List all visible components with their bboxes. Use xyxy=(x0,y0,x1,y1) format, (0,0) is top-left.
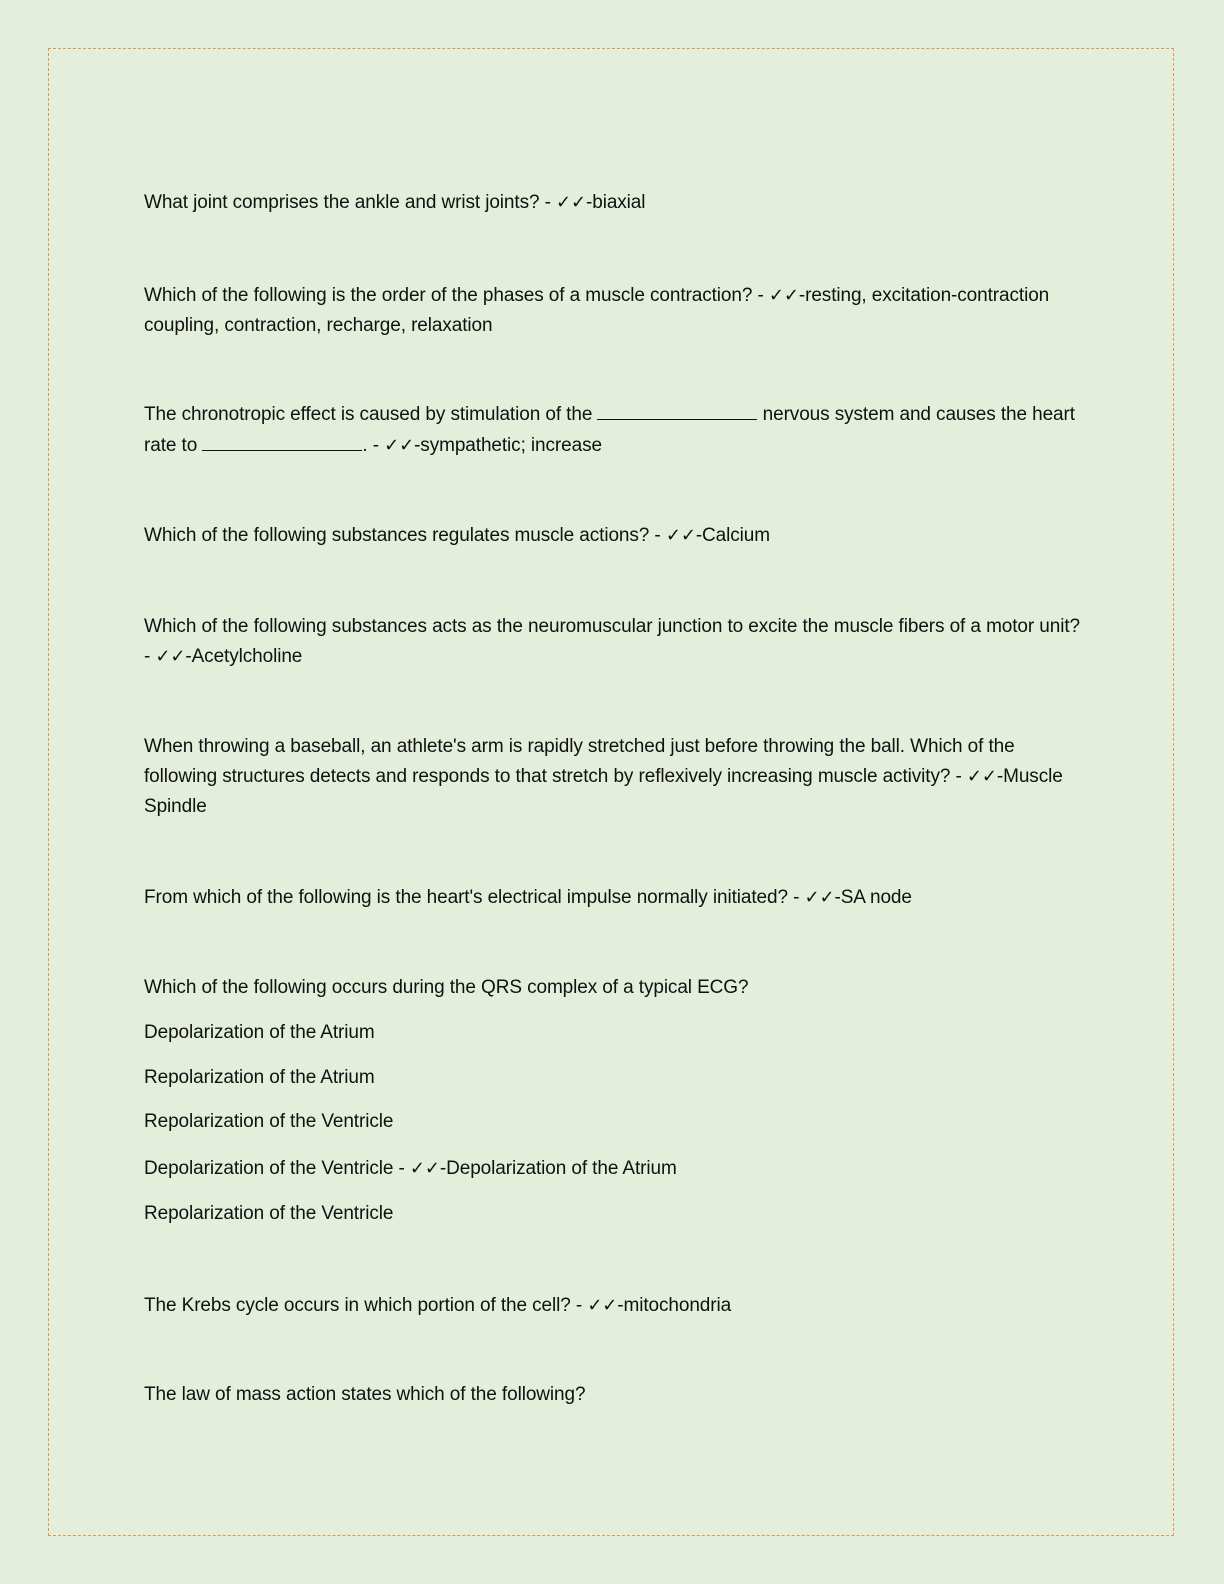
qa-item-3 xyxy=(144,399,1084,461)
answer-text: -SA node xyxy=(834,887,912,908)
qa-item-4 xyxy=(144,521,1084,551)
option-text: Depolarization of the Ventricle - xyxy=(144,1158,410,1179)
fill-in-blank xyxy=(597,399,757,420)
question-text-part3: . - xyxy=(362,435,385,456)
option-item-with-answer xyxy=(144,1154,1084,1184)
question-text: The Krebs cycle occurs in which portion of the cell? - xyxy=(144,1295,588,1316)
answer-text: -Acetylcholine xyxy=(185,646,303,667)
qa-item-5 xyxy=(144,612,1084,672)
check-mark-icon: ✓✓ xyxy=(155,646,186,667)
question-text-part2: nervous system and causes the heart rate to xyxy=(144,404,1075,456)
qa-item-2 xyxy=(144,281,1084,341)
qa-item-10 xyxy=(144,1380,1084,1410)
check-mark-icon: ✓✓ xyxy=(587,1295,618,1316)
check-mark-icon: ✓✓ xyxy=(804,887,835,908)
option-item: Repolarization of the Ventricle xyxy=(144,1111,394,1132)
answer-text: -Muscle Spindle xyxy=(144,766,1063,817)
question-text: Which of the following occurs during the QRS complex of a typical ECG? xyxy=(144,977,749,998)
answer-text: -Calcium xyxy=(695,525,770,546)
question-text: From which of the following is the heart's electrical impulse normally initiated? - xyxy=(144,887,805,908)
option-item: Repolarization of the Atrium xyxy=(144,1067,375,1088)
answer-text: -biaxial xyxy=(586,192,646,213)
qa-item-6 xyxy=(144,732,1084,822)
check-mark-icon: ✓✓ xyxy=(768,285,799,306)
answer-text: -sympathetic; increase xyxy=(414,435,602,456)
question-text: When throwing a baseball, an athlete's arm is rapidly stretched just before throwing the ball. Which of the following structures detects and responds to that stretch by reflexively increasing muscle activity? - xyxy=(144,736,1015,787)
question-text: The law of mass action states which of the following? xyxy=(144,1384,586,1405)
question-text: What joint comprises the ankle and wrist joints? - xyxy=(144,192,557,213)
answer-text: -resting, excitation-contraction coupling, contraction, recharge, relaxation xyxy=(144,285,1050,336)
option-item: Repolarization of the Ventricle xyxy=(144,1203,394,1224)
question-text: Which of the following substances acts as the neuromuscular junction to excite the muscle fibers of a motor unit? - xyxy=(144,616,1081,667)
qa-item-7 xyxy=(144,883,1084,913)
qa-item-1 xyxy=(144,188,1084,218)
option-item: Depolarization of the Atrium xyxy=(144,1022,375,1043)
check-mark-icon: ✓✓ xyxy=(384,435,415,456)
check-mark-icon: ✓✓ xyxy=(665,525,696,546)
fill-in-blank xyxy=(202,430,362,451)
check-mark-icon: ✓✓ xyxy=(556,192,586,213)
answer-text: -mitochondria xyxy=(617,1295,732,1316)
question-text: Which of the following substances regulates muscle actions? - xyxy=(144,525,666,546)
question-text-part1: The chronotropic effect is caused by stimulation of the xyxy=(144,404,598,425)
check-mark-icon: ✓✓ xyxy=(966,766,997,787)
qa-item-9 xyxy=(144,1291,1084,1321)
check-mark-icon: ✓✓ xyxy=(409,1158,440,1179)
answer-text: -Depolarization of the Atrium xyxy=(439,1158,677,1179)
question-text: Which of the following is the order of the phases of a muscle contraction? - xyxy=(144,285,769,306)
